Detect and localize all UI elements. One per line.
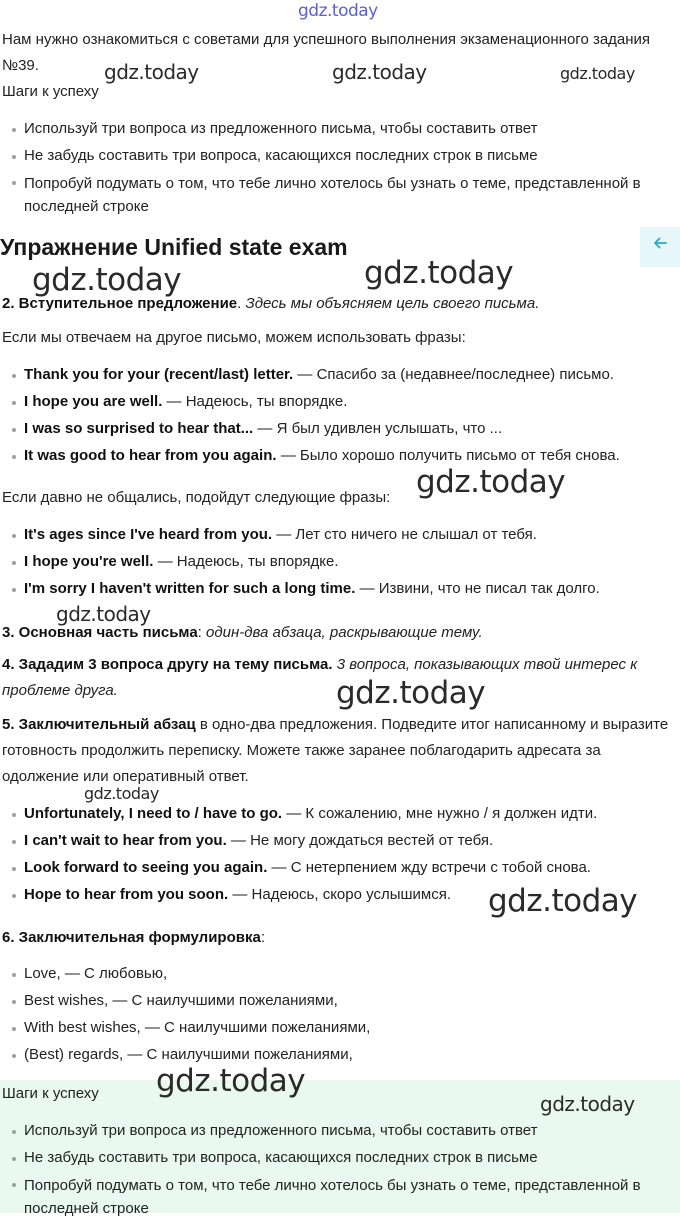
list-item: Love, — С любовью, [0, 961, 678, 988]
watermark: gdz.today [540, 1092, 635, 1116]
page-title: Упражнение Unified state exam [0, 234, 348, 260]
section-4-title: 4. Зададим 3 вопроса другу на тему письма. 3 вопроса, показывающих твой интерес к проблеме друга. [2, 656, 638, 699]
list-item: Используй три вопроса из предложенного письма, чтобы составить ответ [0, 116, 678, 143]
watermark: gdz.today [104, 60, 199, 84]
watermark: gdz.today [364, 255, 514, 291]
list-item: I hope you are well. — Надеюсь, ты впорядке. [0, 389, 678, 416]
back-button[interactable] [640, 227, 680, 267]
section-6-title: 6. Заключительная формулировка: [2, 929, 265, 946]
arrow-left-icon [652, 234, 668, 260]
list-item: Best wishes, — С наилучшими пожеланиями, [0, 988, 678, 1015]
reply-phrases-list [0, 362, 678, 470]
list-item: I'm sorry I haven't written for such a long time. — Извини, что не писал так долго. [0, 576, 678, 603]
list-item: Look forward to seeing you again. — С нетерпением жду встречи с тобой снова. [0, 855, 678, 882]
list-item: Unfortunately, I need to / have to go. — К сожалению, мне нужно / я должен идти. [0, 801, 678, 828]
watermark: gdz.today [488, 883, 638, 919]
watermark: gdz.today [298, 1, 378, 21]
watermark: gdz.today [56, 602, 151, 626]
section-2-title: 2. Вступительное предложение. Здесь мы объясняем цель своего письма. [2, 295, 540, 312]
watermark: gdz.today [84, 784, 159, 803]
list-item: Попробуй подумать о том, что тебе лично хотелось бы узнать о теме, представленной в последней строке [0, 170, 678, 224]
long-intro: Если давно не общались, подойдут следующие фразы: [2, 489, 391, 506]
watermark: gdz.today [32, 262, 182, 298]
steps-title: Шаги к успеху [2, 1085, 99, 1102]
signoff-list [0, 961, 678, 1069]
list-item: With best wishes, — С наилучшими пожеланиями, [0, 1015, 678, 1042]
steps-list [0, 116, 678, 224]
watermark: gdz.today [560, 64, 635, 83]
watermark: gdz.today [416, 464, 566, 500]
watermark: gdz.today [336, 675, 486, 711]
list-item: (Best) regards, — С наилучшими пожеланиями, [0, 1042, 678, 1069]
reply-intro: Если мы отвечаем на другое письмо, можем использовать фразы: [2, 329, 466, 346]
list-item: Попробуй подумать о том, что тебе лично хотелось бы узнать о теме, представленной в последней строке [0, 1172, 678, 1226]
watermark: gdz.today [156, 1063, 306, 1099]
list-item: It's ages since I've heard from you. — Лет сто ничего не слышал от тебя. [0, 522, 678, 549]
watermark: gdz.today [332, 60, 427, 84]
list-item: Не забудь составить три вопроса, касающихся последних строк в письме [0, 143, 678, 170]
list-item: I was so surprised to hear that... — Я был удивлен услышать, что ... [0, 416, 678, 443]
intro-text: Нам нужно ознакомиться с советами для успешного выполнения экзаменационного задания №39. [2, 31, 651, 74]
list-item: I can't wait to hear from you. — Не могу дождаться вестей от тебя. [0, 828, 678, 855]
list-item: Hope to hear from you soon. — Надеюсь, скоро услышимся. [0, 882, 678, 909]
list-item: I hope you're well. — Надеюсь, ты впорядке. [0, 549, 678, 576]
steps-list [0, 1118, 678, 1226]
list-item: Используй три вопроса из предложенного письма, чтобы составить ответ [0, 1118, 678, 1145]
long-phrases-list [0, 522, 678, 603]
section-3-title: 3. Основная часть письма: один-два абзаца, раскрывающие тему. [2, 624, 483, 641]
steps-title: Шаги к успеху [2, 83, 99, 100]
section-5-text: 5. Заключительный абзац в одно-два предложения. Подведите итог написанному и выразите готовность продолжить переписку. Можете также заранее поблагодарить адресата за одолжение или оперативный ответ. [2, 716, 669, 785]
list-item: It was good to hear from you again. — Было хорошо получить письмо от тебя снова. [0, 443, 678, 470]
list-item: Не забудь составить три вопроса, касающихся последних строк в письме [0, 1145, 678, 1172]
list-item: Thank you for your (recent/last) letter. — Спасибо за (недавнее/последнее) письмо. [0, 362, 678, 389]
